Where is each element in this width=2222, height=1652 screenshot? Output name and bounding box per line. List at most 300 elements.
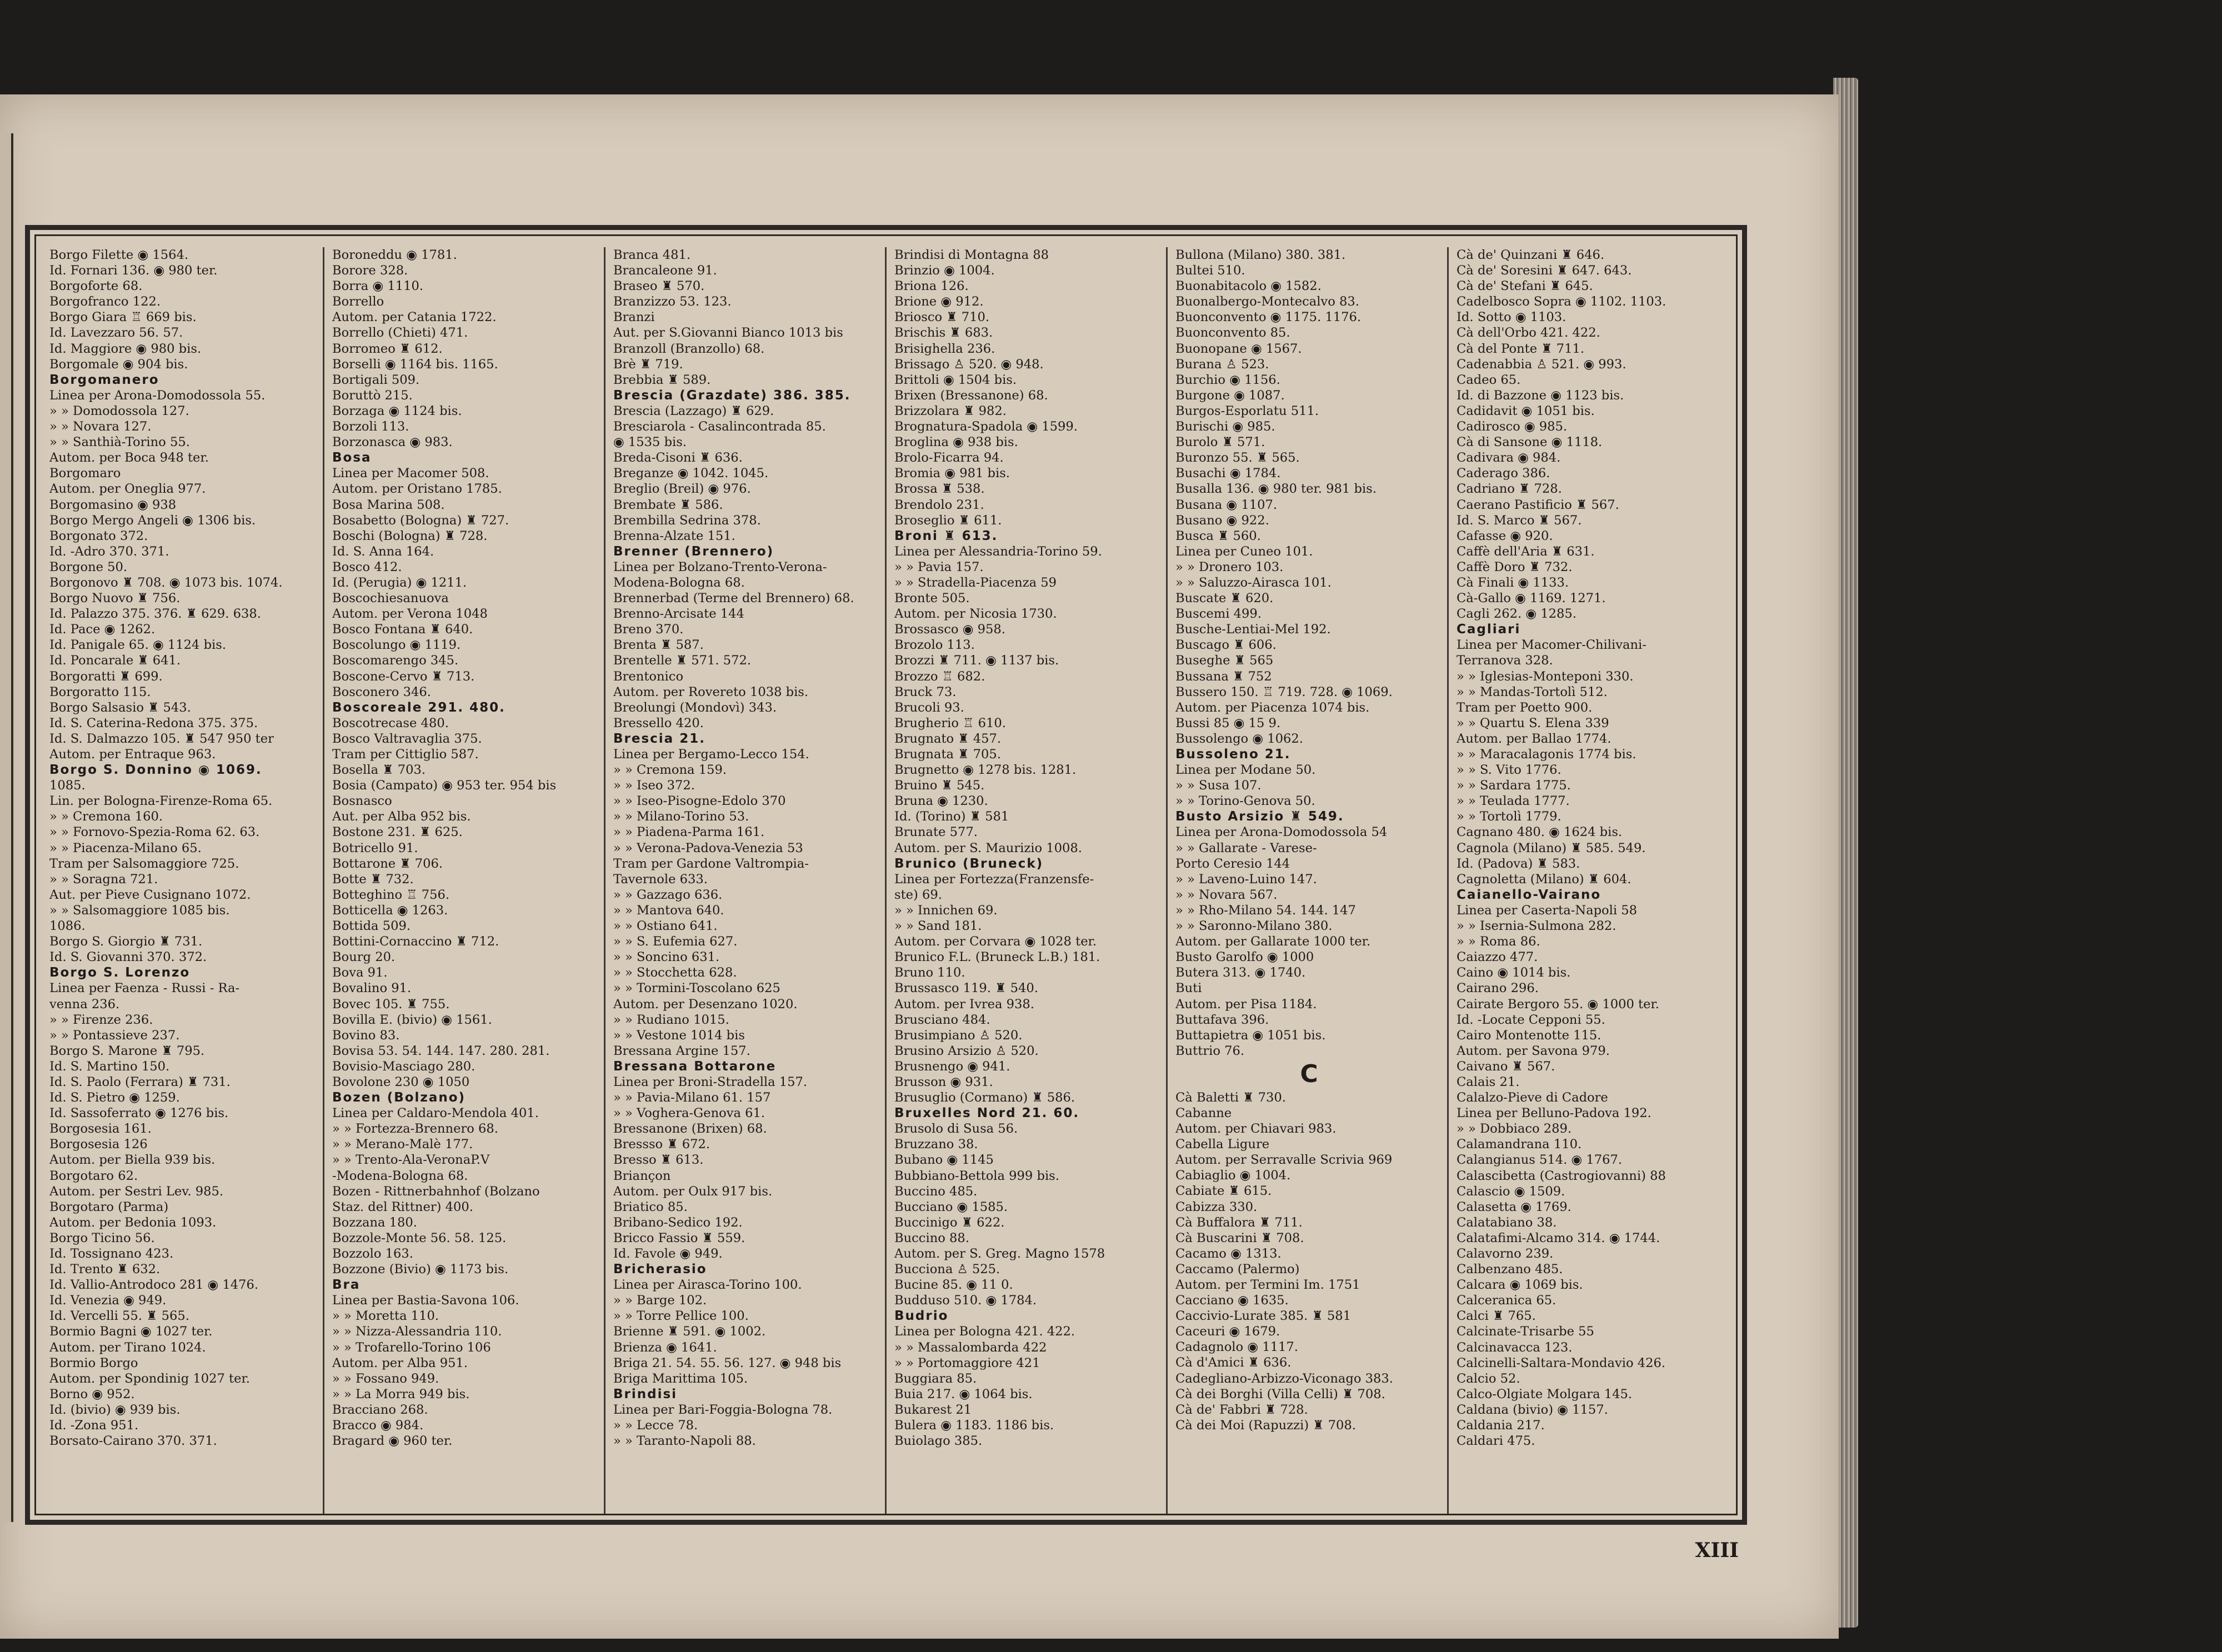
- index-entry: » » Innichen 69.: [894, 903, 998, 918]
- index-heading: Bosa: [332, 450, 372, 465]
- index-entry: Cabiate ♜ 615.: [1175, 1184, 1272, 1199]
- index-entry: Borore 328.: [332, 263, 408, 278]
- index-entry: Buggiara 85.: [894, 1371, 977, 1386]
- index-entry: Linea per Bari-Foggia-Bologna 78.: [613, 1402, 833, 1417]
- index-entry: Bussolengo ◉ 1062.: [1175, 731, 1303, 746]
- index-entry: Cà dell'Orbo 421. 422.: [1457, 326, 1600, 341]
- index-entry: Id. (Torino) ♜ 581: [894, 809, 1009, 824]
- index-entry: Linea per Belluno-Padova 192.: [1457, 1106, 1652, 1121]
- index-entry: » » Pavia-Milano 61. 157: [613, 1090, 771, 1105]
- index-entry: Buonabitacolo ◉ 1582.: [1175, 279, 1322, 294]
- index-entry: Cà dei Borghi (Villa Celli) ♜ 708.: [1175, 1386, 1385, 1401]
- index-entry: Bracco ◉ 984.: [332, 1418, 424, 1433]
- index-entry: » » Mandas-Tortolì 512.: [1457, 684, 1608, 699]
- index-entry: » » Tormini-Toscolano 625: [613, 981, 780, 996]
- index-entry: Id. Pace ◉ 1262.: [49, 622, 156, 637]
- index-entry: Boschi (Bologna) ♜ 728.: [332, 528, 488, 543]
- index-entry: Autom. per Desenzano 1020.: [613, 997, 798, 1012]
- index-entry: » » Torre Pellice 100.: [613, 1309, 749, 1324]
- index-heading: Borgo S. Lorenzo: [49, 965, 191, 980]
- index-entry: Cadenabbia ♙ 521. ◉ 993.: [1457, 357, 1627, 372]
- index-entry: Cacciano ◉ 1635.: [1175, 1293, 1289, 1308]
- index-entry: Bussero 150. ♖ 719. 728. ◉ 1069.: [1175, 684, 1393, 699]
- index-column: [1447, 247, 1728, 1514]
- index-entry: » » Iglesias-Monteponi 330.: [1457, 669, 1634, 684]
- index-entry: Bovisio-Masciago 280.: [332, 1059, 476, 1074]
- index-entry: Brisighella 236.: [894, 341, 995, 356]
- index-entry: Cabanne: [1175, 1105, 1232, 1120]
- index-entry: Aut. per S.Giovanni Bianco 1013 bis: [613, 326, 843, 341]
- index-entry: Cairo Montenotte 115.: [1457, 1028, 1602, 1043]
- previous-page-strip: [0, 133, 13, 1522]
- index-entry: Bucine 85. ◉ 11 0.: [894, 1278, 1013, 1293]
- index-entry: Cabizza 330.: [1175, 1199, 1258, 1214]
- index-heading: Bressana Bottarone: [613, 1059, 777, 1074]
- index-column: [885, 247, 1166, 1514]
- index-entry: Boscomarengo 345.: [332, 653, 459, 668]
- index-entry: Modena-Bologna 68.: [613, 575, 745, 590]
- index-entry: Autom. per Nicosia 1730.: [894, 607, 1057, 622]
- index-entry: Cà de' Soresini ♜ 647. 643.: [1457, 263, 1632, 278]
- index-entry: Bricco Fassio ♜ 559.: [613, 1230, 745, 1245]
- index-entry: Buseghe ♜ 565: [1175, 653, 1274, 668]
- index-heading: Bussoleno 21.: [1175, 747, 1291, 762]
- index-entry: Id. Venezia ◉ 949.: [49, 1293, 167, 1308]
- index-entry: Caceuri ◉ 1679.: [1175, 1324, 1280, 1339]
- index-entry: Brendolo 231.: [894, 497, 984, 512]
- index-entry: Buscate ♜ 620.: [1175, 591, 1274, 606]
- index-entry: Boscolungo ◉ 1119.: [332, 638, 461, 653]
- index-entry: Cabiaglio ◉ 1004.: [1175, 1168, 1291, 1183]
- index-entry: Linea per Bolzano-Trento-Verona-: [613, 559, 827, 574]
- index-entry: Bovino 83.: [332, 1028, 400, 1043]
- index-entry: Id. S. Pietro ◉ 1259.: [49, 1090, 180, 1105]
- index-entry: Id. Lavezzaro 56. 57.: [49, 326, 183, 341]
- index-entry: Caldana (bivio) ◉ 1157.: [1457, 1402, 1608, 1417]
- index-entry: Bottini-Cornaccino ♜ 712.: [332, 934, 499, 949]
- index-entry: Buttafava 396.: [1175, 1012, 1269, 1027]
- index-entry: Brussasco 119. ♜ 540.: [894, 981, 1038, 996]
- index-entry: » » Fornovo-Spezia-Roma 62. 63.: [49, 825, 260, 840]
- index-entry: Bourg 20.: [332, 950, 396, 965]
- index-entry: » » Susa 107.: [1175, 778, 1262, 793]
- index-entry: Brittoli ◉ 1504 bis.: [894, 372, 1017, 387]
- index-entry: Autom. per Catania 1722.: [332, 310, 497, 325]
- index-entry: Borzaga ◉ 1124 bis.: [332, 403, 462, 418]
- index-entry: Bozzole-Monte 56. 58. 125.: [332, 1230, 507, 1245]
- index-entry: Calangianus 514. ◉ 1767.: [1457, 1153, 1623, 1168]
- index-entry: Calamandrana 110.: [1457, 1137, 1582, 1152]
- index-entry: Calcinavacca 123.: [1457, 1340, 1573, 1355]
- index-entry: Brixen (Bressanone) 68.: [894, 388, 1048, 403]
- index-column: [604, 247, 885, 1514]
- index-entry: Cadidavit ◉ 1051 bis.: [1457, 403, 1595, 418]
- index-entry: Brognatura-Spadola ◉ 1599.: [894, 419, 1078, 434]
- index-entry: Bultei 510.: [1175, 263, 1245, 278]
- index-entry: Autom. per S. Greg. Magno 1578: [894, 1246, 1105, 1261]
- index-entry: Brunate 577.: [894, 825, 978, 840]
- index-entry: Autom. per Spondinig 1027 ter.: [49, 1371, 250, 1386]
- index-heading: Broni ♜ 613.: [894, 528, 998, 543]
- index-entry: Boruttò 215.: [332, 388, 413, 403]
- index-entry: Bromia ◉ 981 bis.: [894, 466, 1010, 481]
- index-entry: Caldania 217.: [1457, 1418, 1545, 1433]
- index-entry: Linea per Macomer-Chilivani-: [1457, 638, 1647, 653]
- index-entry: Brinzio ◉ 1004.: [894, 263, 995, 278]
- index-entry: Linea per Arona-Domodossola 55.: [49, 388, 266, 403]
- index-entry: Branzoll (Branzollo) 68.: [613, 341, 765, 356]
- index-entry: Cà-Gallo ◉ 1169. 1271.: [1457, 591, 1606, 606]
- index-entry: Cà de' Stefani ♜ 645.: [1457, 279, 1593, 294]
- index-entry: Autom. per Serravalle Scrivia 969: [1175, 1153, 1393, 1168]
- index-entry: Borgomale ◉ 904 bis.: [49, 357, 188, 372]
- index-entry: Autom. per Rovereto 1038 bis.: [613, 684, 809, 699]
- index-entry: Bovec 105. ♜ 755.: [332, 997, 450, 1012]
- index-entry: » » Nizza-Alessandria 110.: [332, 1324, 502, 1339]
- index-entry: Bussana ♜ 752: [1175, 669, 1272, 684]
- index-entry: » » Rudiano 1015.: [613, 1012, 729, 1027]
- index-entry: Cagnoletta (Milano) ♜ 604.: [1457, 872, 1632, 887]
- index-entry: Borgoforte 68.: [49, 279, 143, 294]
- index-entry: Autom. per Biella 939 bis.: [49, 1153, 216, 1168]
- index-entry: Id. S. Marco ♜ 567.: [1457, 513, 1582, 528]
- index-entry: Bosco Valtravaglia 375.: [332, 731, 482, 746]
- index-entry: Brenta ♜ 587.: [613, 638, 704, 653]
- index-entry: Busca ♜ 560.: [1175, 528, 1261, 543]
- index-entry: Bosco Fontana ♜ 640.: [332, 622, 473, 637]
- index-entry: Cà di Sansone ◉ 1118.: [1457, 435, 1603, 450]
- index-entry: Id. S. Martino 150.: [49, 1059, 170, 1074]
- index-entry: » » Fossano 949.: [332, 1371, 439, 1386]
- index-entry: Linea per Fortezza(Franzensfe-: [894, 872, 1094, 887]
- index-entry: Bosco 412.: [332, 559, 402, 574]
- index-entry: Briançon: [613, 1168, 671, 1183]
- index-entry: » » Barge 102.: [613, 1293, 707, 1308]
- index-entry: Calavorno 239.: [1457, 1246, 1554, 1261]
- index-entry: Cadriano ♜ 728.: [1457, 482, 1562, 497]
- index-entry: Borgo Giara ♖ 669 bis.: [49, 310, 197, 325]
- index-entry: Bovisa 53. 54. 144. 147. 280. 281.: [332, 1043, 550, 1058]
- index-entry: Borromeo ♜ 612.: [332, 341, 443, 356]
- index-column: [323, 247, 604, 1514]
- index-entry: » » S. Vito 1776.: [1457, 763, 1562, 778]
- index-entry: Calbenzano 485.: [1457, 1262, 1563, 1277]
- index-entry: Id. Panigale 65. ◉ 1124 bis.: [49, 638, 227, 653]
- index-entry: Autom. per Savona 979.: [1457, 1043, 1610, 1058]
- index-entry: » » Rho-Milano 54. 144. 147: [1175, 903, 1356, 918]
- index-entry: Bruino ♜ 545.: [894, 778, 985, 793]
- index-entry: Broglina ◉ 938 bis.: [894, 435, 1018, 450]
- index-entry: Calci ♜ 765.: [1457, 1309, 1536, 1324]
- index-entry: Linea per Bastia-Savona 106.: [332, 1293, 519, 1308]
- index-heading: Busto Arsizio ♜ 549.: [1175, 809, 1344, 824]
- index-entry: Busto Garolfo ◉ 1000: [1175, 950, 1314, 965]
- index-heading: Cagliari: [1457, 622, 1521, 637]
- index-entry: Buccinigo ♜ 622.: [894, 1215, 1005, 1230]
- index-entry: Brugnetto ◉ 1278 bis. 1281.: [894, 763, 1077, 778]
- index-entry: Brusuglio (Cormano) ♜ 586.: [894, 1090, 1075, 1105]
- index-entry: Braseo ♜ 570.: [613, 279, 705, 294]
- index-entry: Caffè dell'Aria ♜ 631.: [1457, 544, 1595, 559]
- index-entry: Id. Sassoferrato ◉ 1276 bis.: [49, 1106, 229, 1121]
- index-heading: Borgomanero: [49, 372, 159, 387]
- index-entry: Buonalbergo-Montecalvo 83.: [1175, 294, 1359, 309]
- index-entry: Cagli 262. ◉ 1285.: [1457, 607, 1577, 622]
- index-entry: Bronte 505.: [894, 591, 970, 606]
- index-entry: Buti: [1175, 981, 1202, 996]
- index-heading: Brindisi: [613, 1386, 678, 1401]
- index-entry: Cafasse ◉ 920.: [1457, 528, 1553, 543]
- index-entry: Autom. per Oristano 1785.: [332, 482, 502, 497]
- index-entry: » » Mantova 640.: [613, 903, 724, 918]
- index-entry: Cà de' Quinzani ♜ 646.: [1457, 248, 1605, 262]
- index-entry: 1086.: [49, 919, 86, 934]
- index-entry: Cà del Ponte ♜ 711.: [1457, 341, 1584, 356]
- index-entry: Borsato-Cairano 370. 371.: [49, 1434, 217, 1449]
- index-entry: Brebbia ♜ 589.: [613, 372, 711, 387]
- index-entry: Caino ◉ 1014 bis.: [1457, 965, 1571, 980]
- index-entry: Breno 370.: [613, 622, 684, 637]
- index-entry: Autom. per Corvara ◉ 1028 ter.: [894, 934, 1097, 949]
- index-entry: Brossa ♜ 538.: [894, 482, 985, 497]
- index-entry: Id. Fornari 136. ◉ 980 ter.: [49, 263, 218, 278]
- index-entry: Buiolago 385.: [894, 1434, 983, 1449]
- index-entry: Brozzo ♖ 682.: [894, 669, 985, 684]
- index-entry: » » Portomaggiore 421: [894, 1355, 1040, 1370]
- index-entry: -Modena-Bologna 68.: [332, 1168, 468, 1183]
- index-entry: Cadegliano-Arbizzo-Viconago 383.: [1175, 1371, 1393, 1386]
- index-entry: Brentonico: [613, 669, 684, 684]
- index-entry: Calais 21.: [1457, 1074, 1520, 1089]
- index-entry: Botricello 91.: [332, 840, 418, 855]
- index-entry: » » Ostiano 641.: [613, 919, 718, 934]
- index-entry: Aut. per Pieve Cusignano 1072.: [49, 887, 251, 902]
- index-entry: Caiazzo 477.: [1457, 950, 1538, 965]
- index-entry: Breda-Cisoni ♜ 636.: [613, 450, 743, 465]
- index-entry: Borgonovo ♜ 708. ◉ 1073 bis. 1074.: [49, 575, 283, 590]
- index-entry: Brusolo di Susa 56.: [894, 1122, 1018, 1137]
- index-entry: Burolo ♜ 571.: [1175, 435, 1265, 450]
- index-entry: Calcara ◉ 1069 bis.: [1457, 1278, 1583, 1293]
- index-entry: Linea per Arona-Domodossola 54: [1175, 825, 1388, 840]
- index-entry: » » Cremona 159.: [613, 763, 727, 778]
- index-entry: Id. S. Dalmazzo 105. ♜ 547 950 ter: [49, 731, 274, 746]
- index-entry: Bosabetto (Bologna) ♜ 727.: [332, 513, 509, 528]
- index-entry: Id. -Adro 370. 371.: [49, 544, 169, 559]
- index-heading: Budrio: [894, 1309, 949, 1324]
- index-entry: Linea per Cuneo 101.: [1175, 544, 1313, 559]
- index-entry: Id. S. Caterina-Redona 375. 375.: [49, 715, 258, 730]
- index-entry: Bortigali 509.: [332, 372, 420, 387]
- index-entry: Linea per Modane 50.: [1175, 763, 1316, 778]
- index-entry: » » S. Eufemia 627.: [613, 934, 738, 949]
- index-entry: Brolo-Ficarra 94.: [894, 450, 1004, 465]
- index-entry: Autom. per Termini Im. 1751: [1175, 1278, 1360, 1292]
- index-entry: Calceranica 65.: [1457, 1293, 1557, 1308]
- index-entry: Calcinelli-Saltara-Mondavio 426.: [1457, 1355, 1666, 1370]
- index-entry: » » Novara 567.: [1175, 887, 1278, 902]
- index-entry: Tram per Cittiglio 587.: [332, 747, 479, 762]
- index-entry: » » Saronno-Milano 380.: [1175, 919, 1333, 934]
- index-heading: Bricherasio: [613, 1262, 707, 1277]
- index-entry: Bracciano 268.: [332, 1402, 428, 1417]
- index-entry: » » La Morra 949 bis.: [332, 1386, 470, 1401]
- index-entry: Brozzi ♜ 711. ◉ 1137 bis.: [894, 653, 1059, 668]
- index-entry: Buttrio 76.: [1175, 1043, 1245, 1058]
- index-entry: Id. Sotto ◉ 1103.: [1457, 310, 1567, 325]
- index-entry: Buia 217. ◉ 1064 bis.: [894, 1386, 1033, 1401]
- index-entry: » » Massalombarda 422: [894, 1340, 1047, 1355]
- index-entry: Autom. per Boca 948 ter.: [49, 450, 209, 465]
- index-entry: Calatafimi-Alcamo 314. ◉ 1744.: [1457, 1230, 1660, 1245]
- index-entry: Bresso ♜ 613.: [613, 1153, 704, 1168]
- index-entry: Tavernole 633.: [613, 872, 708, 887]
- index-entry: Id. Vallio-Antrodoco 281 ◉ 1476.: [49, 1278, 259, 1293]
- index-entry: Breolungi (Mondovì) 343.: [613, 700, 777, 715]
- index-entry: Linea per Faenza - Russi - Ra-: [49, 981, 240, 996]
- index-entry: Brienza ◉ 1641.: [613, 1340, 717, 1355]
- index-entry: » » Verona-Padova-Venezia 53: [613, 840, 803, 855]
- index-entry: Aut. per Alba 952 bis.: [332, 809, 471, 824]
- index-entry: Borgo Filette ◉ 1564.: [49, 248, 189, 262]
- index-entry: Briona 126.: [894, 279, 969, 294]
- index-entry: Bruna ◉ 1230.: [894, 794, 988, 809]
- index-entry: Borgo Ticino 56.: [49, 1230, 155, 1245]
- index-entry: Tram per Gardone Valtrompia-: [613, 856, 809, 871]
- index-column: [1166, 247, 1447, 1514]
- index-entry: Autom. per Oneglia 977.: [49, 482, 206, 497]
- index-entry: Cagnano 480. ◉ 1624 bis.: [1457, 825, 1623, 840]
- index-entry: Budduso 510. ◉ 1784.: [894, 1293, 1037, 1308]
- index-entry: Calalzo-Pieve di Cadore: [1457, 1090, 1608, 1105]
- index-entry: Cadagnolo ◉ 1117.: [1175, 1340, 1298, 1355]
- index-entry: Linea per Airasca-Torino 100.: [613, 1278, 802, 1293]
- index-entry: Burischi ◉ 985.: [1175, 419, 1275, 434]
- index-entry: Bormio Bagni ◉ 1027 ter.: [49, 1324, 213, 1339]
- index-entry: Autom. per Verona 1048: [332, 607, 488, 622]
- index-entry: Staz. del Rittner) 400.: [332, 1199, 473, 1214]
- index-entry: Id. Palazzo 375. 376. ♜ 629. 638.: [49, 607, 261, 622]
- index-entry: Bova 91.: [332, 965, 388, 980]
- index-entry: Buscemi 499.: [1175, 607, 1262, 622]
- index-entry: Boscochiesanuova: [332, 591, 449, 606]
- index-entry: » » Salsomaggiore 1085 bis.: [49, 903, 230, 918]
- index-entry: Borgosesia 161.: [49, 1122, 152, 1137]
- index-entry: Buttapietra ◉ 1051 bis.: [1175, 1028, 1326, 1043]
- index-entry: Bovalino 91.: [332, 981, 412, 996]
- index-heading: Bra: [332, 1278, 361, 1293]
- index-entry: Tram per Salsomaggiore 725.: [49, 856, 239, 871]
- index-heading: Brenner (Brennero): [613, 544, 774, 559]
- index-entry: » » Isernia-Sulmona 282.: [1457, 919, 1617, 934]
- index-entry: » » Roma 86.: [1457, 934, 1540, 949]
- index-entry: Brusson ◉ 931.: [894, 1074, 993, 1089]
- index-entry: Calcio 52.: [1457, 1371, 1520, 1386]
- page-number: XIII: [1695, 1539, 1739, 1562]
- index-entry: » » Piadena-Parma 161.: [613, 825, 765, 840]
- index-entry: Caivano ♜ 567.: [1457, 1059, 1555, 1074]
- index-entry: Cà d'Amici ♜ 636.: [1175, 1355, 1292, 1370]
- index-entry: Borgomasino ◉ 938: [49, 497, 177, 512]
- index-heading: Brunico (Bruneck): [894, 856, 1044, 871]
- index-entry: Busche-Lentiai-Mel 192.: [1175, 622, 1331, 637]
- index-entry: Linea per Caldaro-Mendola 401.: [332, 1106, 539, 1121]
- index-entry: Bresciarola - Casalincontrada 85.: [613, 419, 826, 434]
- index-entry: Botte ♜ 732.: [332, 872, 414, 887]
- index-entry: Brentelle ♜ 571. 572.: [613, 653, 752, 668]
- index-entry: Id. Tossignano 423.: [49, 1246, 174, 1261]
- index-entry: Botticella ◉ 1263.: [332, 903, 448, 918]
- index-entry: Calatabiano 38.: [1457, 1215, 1557, 1230]
- index-entry: Linea per Bologna 421. 422.: [894, 1324, 1075, 1339]
- index-heading: Caianello-Vairano: [1457, 887, 1602, 902]
- index-entry: Briga Marittima 105.: [613, 1371, 748, 1386]
- index-entry: Id. Trento ♜ 632.: [49, 1262, 161, 1277]
- index-entry: Brusnengo ◉ 941.: [894, 1059, 1010, 1074]
- index-entry: » » Quartu S. Elena 339: [1457, 715, 1609, 730]
- index-entry: » » Trento-Ala-VeronaP.V: [332, 1153, 490, 1168]
- index-entry: Busachi ◉ 1784.: [1175, 466, 1281, 481]
- index-entry: Bruck 73.: [894, 684, 957, 699]
- index-entry: Borzoli 113.: [332, 419, 409, 434]
- index-entry: Borzonasca ◉ 983.: [332, 435, 453, 450]
- index-entry: Brusciano 484.: [894, 1012, 990, 1027]
- index-entry: Caffè Doro ♜ 732.: [1457, 559, 1573, 574]
- index-entry: Bozzone (Bivio) ◉ 1173 bis.: [332, 1262, 508, 1277]
- index-entry: » » Maracalagonis 1774 bis.: [1457, 747, 1637, 762]
- index-entry: Brembilla Sedrina 378.: [613, 513, 761, 528]
- index-entry: Bubano ◉ 1145: [894, 1153, 994, 1168]
- index-entry: Bottida 509.: [332, 919, 411, 934]
- index-entry: Bucciano ◉ 1585.: [894, 1199, 1008, 1214]
- index-entry: Bulera ◉ 1183. 1186 bis.: [894, 1418, 1054, 1433]
- index-entry: Borgo S. Marone ♜ 795.: [49, 1043, 205, 1058]
- index-entry: Brugnato ♜ 457.: [894, 731, 1002, 746]
- index-entry: » » Saluzzo-Airasca 101.: [1175, 575, 1332, 590]
- index-entry: Bucciona ♙ 525.: [894, 1262, 1000, 1277]
- index-entry: Id. (Perugia) ◉ 1211.: [332, 575, 467, 590]
- index-entry: » » Vestone 1014 bis: [613, 1028, 745, 1043]
- index-columns: [42, 247, 1730, 1514]
- index-entry: Borgoratto 115.: [49, 684, 151, 699]
- section-letter: C: [1300, 1059, 1318, 1088]
- index-entry: Briga 21. 54. 55. 56. 127. ◉ 948 bis: [613, 1355, 842, 1370]
- index-entry: Porto Ceresio 144: [1175, 856, 1290, 871]
- index-column: [42, 247, 323, 1514]
- index-entry: Brizzolara ♜ 982.: [894, 403, 1007, 418]
- index-entry: Bressanone (Brixen) 68.: [613, 1122, 767, 1137]
- index-entry: » » Moretta 110.: [332, 1309, 439, 1324]
- index-entry: Bozzolo 163.: [332, 1246, 413, 1261]
- index-entry: Brenno-Arcisate 144: [613, 607, 744, 622]
- index-entry: Borgotaro 62.: [49, 1168, 138, 1183]
- index-entry: Bozen - Rittnerbahnhof (Bolzano: [332, 1184, 540, 1199]
- index-entry: Autom. per Alba 951.: [332, 1355, 468, 1370]
- index-entry: ste) 69.: [894, 887, 942, 902]
- index-entry: Id. Poncarale ♜ 641.: [49, 653, 181, 668]
- index-entry: Id. S. Anna 164.: [332, 544, 434, 559]
- index-entry: » » Trofarello-Torino 106: [332, 1340, 491, 1355]
- index-entry: ◉ 1535 bis.: [613, 435, 687, 450]
- index-entry: » » Soncino 631.: [613, 950, 720, 965]
- index-entry: Borgo Salsasio ♜ 543.: [49, 700, 191, 715]
- index-entry: Buonopane ◉ 1567.: [1175, 341, 1302, 356]
- index-entry: Cadivara ◉ 984.: [1457, 450, 1561, 465]
- index-entry: Brione ◉ 912.: [894, 294, 984, 309]
- index-entry: » » Stocchetta 628.: [613, 965, 737, 980]
- index-entry: Bribano-Sedico 192.: [613, 1215, 743, 1230]
- index-entry: Brugnata ♜ 705.: [894, 747, 1001, 762]
